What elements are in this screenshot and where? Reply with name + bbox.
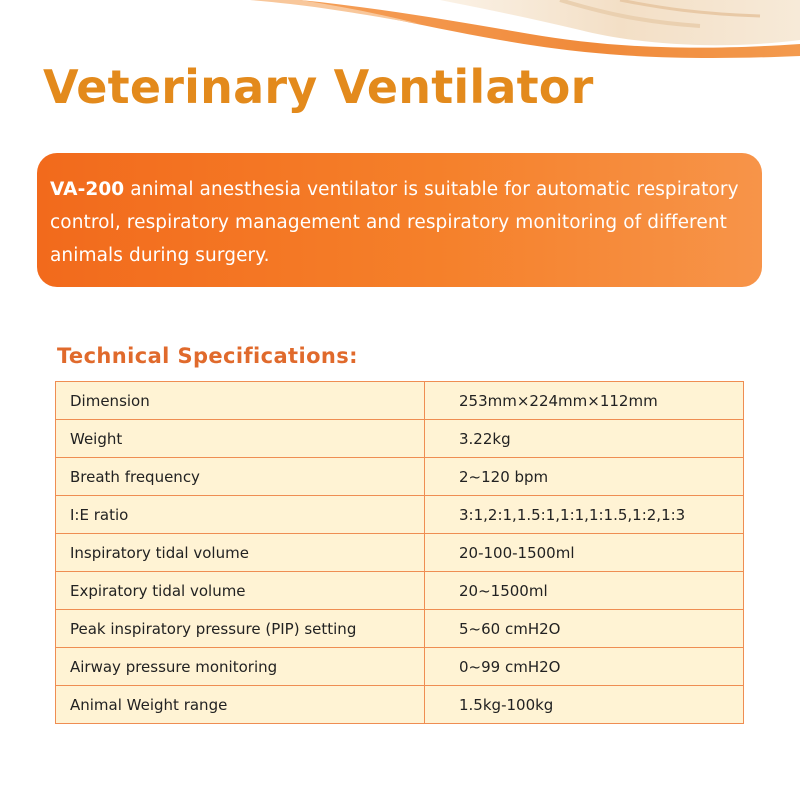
spec-label: Weight — [56, 420, 425, 458]
spec-value: 253mm×224mm×112mm — [425, 382, 744, 420]
spec-value: 2~120 bpm — [425, 458, 744, 496]
spec-label: Dimension — [56, 382, 425, 420]
intro-description: animal anesthesia ventilator is suitable for automatic respiratory control, respiratory management and respiratory monitoring of different animals during surgery. — [50, 179, 739, 266]
spec-value: 0~99 cmH2O — [425, 648, 744, 686]
spec-value: 5~60 cmH2O — [425, 610, 744, 648]
table-row — [56, 382, 744, 420]
specs-heading: Technical Specifications: — [57, 344, 358, 368]
spec-value: 3.22kg — [425, 420, 744, 458]
intro-banner — [37, 153, 762, 287]
spec-label: Peak inspiratory pressure (PIP) setting — [56, 610, 425, 648]
table-row — [56, 610, 744, 648]
spec-label: Airway pressure monitoring — [56, 648, 425, 686]
spec-label: I:E ratio — [56, 496, 425, 534]
spec-label: Inspiratory tidal volume — [56, 534, 425, 572]
spec-value: 20-100-1500ml — [425, 534, 744, 572]
table-row — [56, 420, 744, 458]
table-row — [56, 572, 744, 610]
table-row — [56, 534, 744, 572]
spec-label: Expiratory tidal volume — [56, 572, 425, 610]
spec-value: 20~1500ml — [425, 572, 744, 610]
spec-value: 3:1,2:1,1.5:1,1:1,1:1.5,1:2,1:3 — [425, 496, 744, 534]
model-name: VA-200 — [50, 179, 125, 200]
spec-label: Breath frequency — [56, 458, 425, 496]
table-row — [56, 686, 744, 724]
spec-label: Animal Weight range — [56, 686, 425, 724]
table-row — [56, 496, 744, 534]
specifications-table — [55, 381, 744, 724]
page-title: Veterinary Ventilator — [43, 60, 594, 114]
table-row — [56, 458, 744, 496]
table-row — [56, 648, 744, 686]
spec-value: 1.5kg-100kg — [425, 686, 744, 724]
